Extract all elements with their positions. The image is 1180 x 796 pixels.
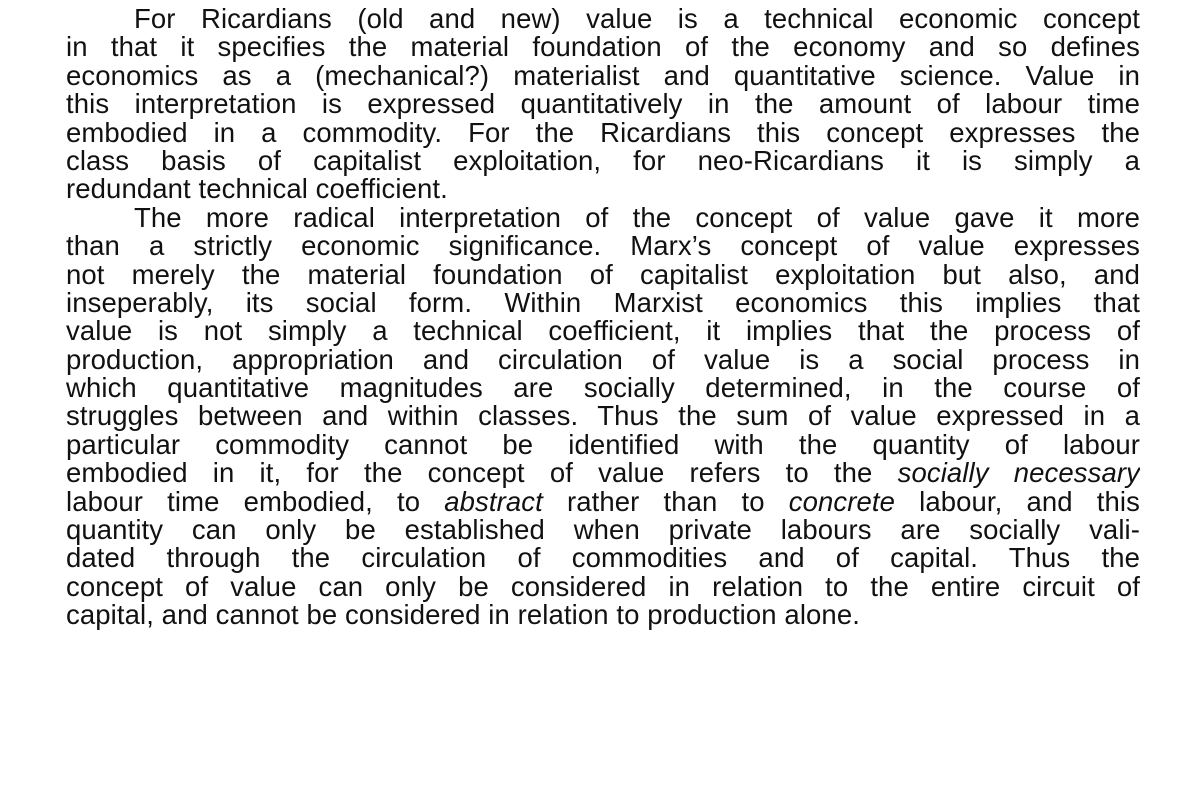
text-segment: this interpretation is expressed quantitatively in the amount of labour time — [66, 88, 1140, 120]
italic-text: socially necessary — [897, 457, 1140, 489]
italic-text: abstract — [444, 485, 543, 517]
text-segment: redundant technical coefficient. — [66, 173, 448, 205]
text-line — [66, 232, 1140, 260]
text-segment: value is not simply a technical coefficient, it implies that the process of — [66, 315, 1140, 347]
text-segment: capital, and cannot be considered in relation to production alone. — [66, 599, 860, 631]
text-line — [66, 374, 1140, 402]
text-line — [66, 90, 1140, 118]
text-segment: For Ricardians (old and new) value is a technical economic concept — [134, 3, 1140, 34]
body-text — [66, 5, 1140, 630]
text-line — [66, 201, 1140, 233]
text-line — [66, 144, 1140, 176]
text-line — [66, 286, 1140, 318]
text-line — [66, 317, 1140, 345]
text-segment: labour, and this — [895, 485, 1140, 517]
text-line — [66, 5, 1140, 33]
text-line — [66, 601, 1140, 629]
text-segment: embodied in it, for the concept of value refers to the — [66, 457, 898, 489]
text-segment: production, appropriation and circulation of value is a social process in — [66, 343, 1140, 375]
text-line — [66, 258, 1140, 290]
text-segment: class basis of capitalist exploitation, for neo-Ricardians it is simply a — [66, 144, 1140, 176]
text-line — [66, 544, 1140, 572]
text-segment: in that it specifies the material foundation of the economy and so defines — [66, 31, 1140, 63]
text-segment: not merely the material foundation of capitalist exploitation but also, and — [66, 258, 1140, 290]
text-line — [66, 59, 1140, 91]
text-line — [66, 116, 1140, 148]
text-line — [66, 343, 1140, 375]
text-segment: struggles between and within classes. Thus the sum of value expressed in a — [66, 400, 1140, 432]
text-segment: embodied in a commodity. For the Ricardians this concept expresses the — [66, 116, 1140, 148]
text-line — [66, 570, 1140, 602]
text-segment: quantity can only be established when private labours are socially vali- — [66, 514, 1140, 546]
text-segment: inseperably, its social form. Within Marxist economics this implies that — [66, 286, 1140, 318]
text-line — [66, 402, 1140, 430]
text-segment: rather than to — [542, 485, 789, 517]
text-segment: than a strictly economic significance. Marx’s concept of value expresses — [66, 230, 1140, 262]
text-segment: labour time embodied, to — [66, 485, 445, 517]
italic-text: concrete — [788, 485, 896, 517]
text-segment: particular commodity cannot be identified with the quantity of labour — [66, 428, 1140, 460]
text-line — [66, 485, 1140, 517]
text-line — [66, 428, 1140, 460]
text-line — [66, 175, 1140, 203]
text-segment: concept of value can only be considered in relation to the entire circuit of — [66, 570, 1140, 602]
document-page — [66, 0, 1140, 796]
text-segment: dated through the circulation of commodities and of capital. Thus the — [66, 542, 1140, 574]
text-segment: which quantitative magnitudes are socially determined, in the course of — [66, 372, 1140, 404]
text-line — [66, 516, 1140, 544]
text-segment: economics as a (mechanical?) materialist and quantitative science. Value in — [66, 59, 1140, 91]
text-line — [66, 459, 1140, 487]
text-line — [66, 33, 1140, 61]
text-segment: The more radical interpretation of the concept of value gave it more — [134, 201, 1140, 233]
